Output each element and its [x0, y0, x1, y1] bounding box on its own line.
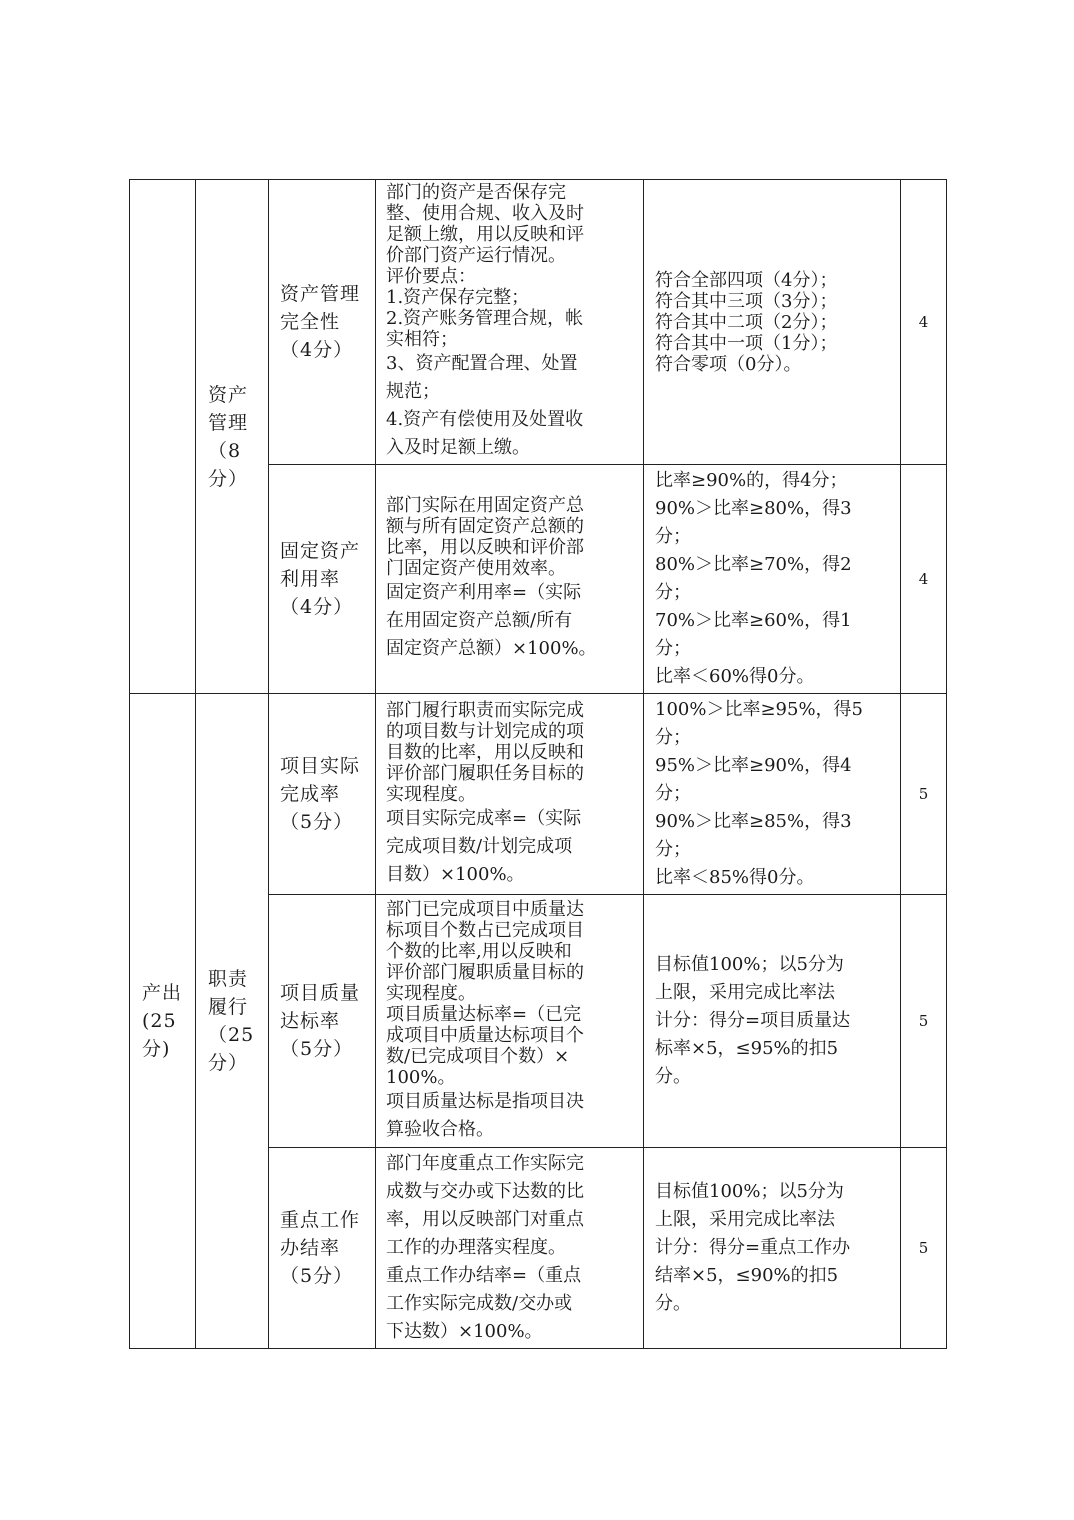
indicator-cell: 项目实际 完成率 （5分） — [269, 694, 376, 895]
indicator-cell: 重点工作 办结率 （5分） — [269, 1148, 376, 1349]
score-cell: 4 — [901, 465, 947, 694]
description-cell: 部门的资产是否保存完 整、使用合规、收入及时 足额上缴，用以反映和评 价部门资产运行情况。 评价要点： 1.资产保存完整； 2.资产账务管理合规，帐 实相符； 3、资产配置合理、处置 规范； 4.资产有偿使用及处置收 入及时足额上缴。 — [376, 180, 644, 465]
score-cell: 5 — [901, 694, 947, 895]
indicator-cell: 资产管理 完全性 （4分） — [269, 180, 376, 465]
level1-cell-output: 产出 (25 分) — [130, 694, 196, 1349]
criteria-cell: 比率≥90%的，得4分； 90%＞比率≥80%，得3 分； 80%＞比率≥70%，得2 分； 70%＞比率≥60%，得1 分； 比率＜60%得0分。 — [644, 465, 901, 694]
description-cell: 部门已完成项目中质量达 标项目个数占已完成项目 个数的比率,用以反映和 评价部门履职质量目标的 实现程度。 项目质量达标率=（已完 成项目中质量达标项目个 数/已完成项目个数）× 100%。 项目质量达标是指项目决 算验收合格。 — [376, 895, 644, 1148]
criteria-cell: 符合全部四项（4分）； 符合其中三项（3分）； 符合其中二项（2分）； 符合其中一项（1分）； 符合零项（0分）。 — [644, 180, 901, 465]
score-cell: 5 — [901, 1148, 947, 1349]
indicator-cell: 固定资产 利用率 （4分） — [269, 465, 376, 694]
score-cell: 4 — [901, 180, 947, 465]
indicator-cell: 项目质量 达标率 （5分） — [269, 895, 376, 1148]
criteria-cell: 目标值100%；以5分为 上限，采用完成比率法 计分：得分=项目质量达 标率×5，≤95%的扣5 分。 — [644, 895, 901, 1148]
criteria-cell: 目标值100%；以5分为 上限，采用完成比率法 计分：得分=重点工作办 结率×5，≤90%的扣5 分。 — [644, 1148, 901, 1349]
level2-cell-asset: 资产 管理 （8 分） — [196, 180, 269, 694]
description-cell: 部门年度重点工作实际完 成数与交办或下达数的比 率，用以反映部门对重点 工作的办理落实程度。 重点工作办结率=（重点 工作实际完成数/交办或 下达数）×100%。 — [376, 1148, 644, 1349]
evaluation-table — [129, 179, 947, 1349]
table-row — [130, 694, 947, 895]
criteria-cell: 100%＞比率≥95%，得5 分； 95%＞比率≥90%，得4 分； 90%＞比率≥85%，得3 分； 比率＜85%得0分。 — [644, 694, 901, 895]
description-cell: 部门履行职责而实际完成 的项目数与计划完成的项 目数的比率，用以反映和 评价部门履职任务目标的 实现程度。 项目实际完成率=（实际 完成项目数/计划完成项 目数）×100%。 — [376, 694, 644, 895]
table-row — [130, 180, 947, 465]
description-cell: 部门实际在用固定资产总 额与所有固定资产总额的 比率，用以反映和评价部 门固定资产使用效率。 固定资产利用率=（实际 在用固定资产总额/所有 固定资产总额）×100%。 — [376, 465, 644, 694]
score-cell: 5 — [901, 895, 947, 1148]
level1-cell-empty — [130, 180, 196, 694]
level2-cell-duty: 职责 履行 （25 分） — [196, 694, 269, 1349]
